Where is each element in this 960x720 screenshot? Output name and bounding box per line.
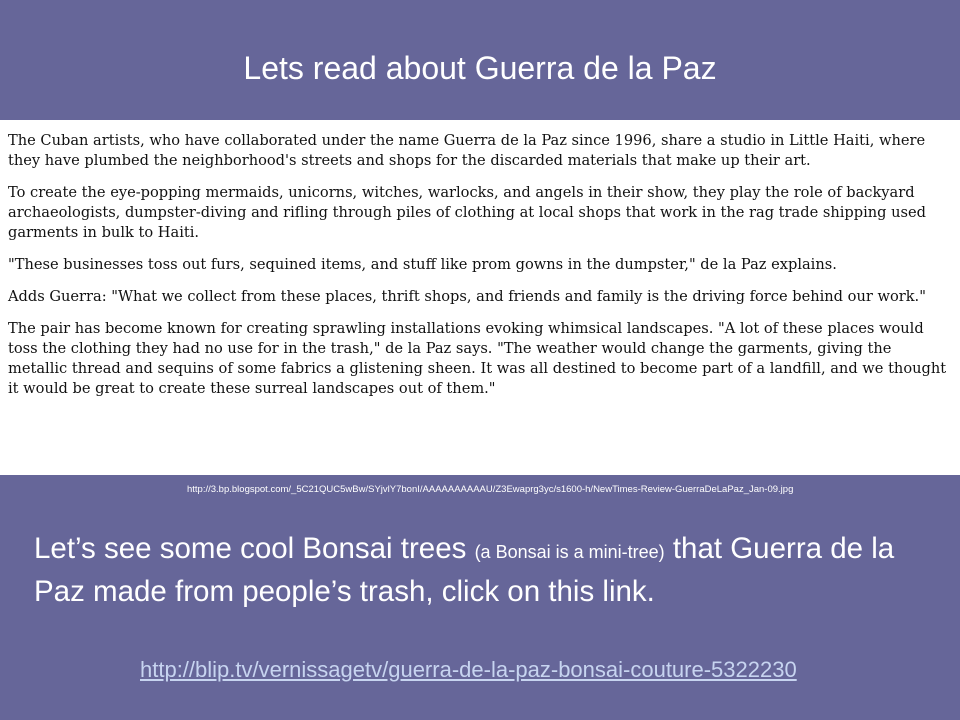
article-paragraph-1: The Cuban artists, who have collaborated under the name Guerra de la Paz since 1996, share a studio in Little Haiti, where they have plumbed the neighborhood's streets and shops for the discarded materials that make up their art. (8, 132, 926, 169)
article-paragraph-4: Adds Guerra: "What we collect from these places, thrift shops, and friends and family is the driving force behind our work." (8, 288, 926, 305)
article-panel (0, 120, 960, 475)
bonsai-aside: (a Bonsai is a mini-tree) (474, 542, 665, 562)
slide-title: Lets read about Guerra de la Paz (243, 50, 717, 86)
body-text (34, 529, 944, 612)
bonsai-video-link[interactable]: http://blip.tv/vernissagetv/guerra-de-la-paz-bonsai-couture-5322230 (140, 657, 797, 682)
article-paragraph-5: The pair has become known for creating sprawling installations evoking whimsical landscapes. "A lot of these places would toss the clothing they had no use for in the trash," de la Paz says. "The weather would change the garments, giving the metallic thread and sequins of some fabrics a glistening sheen. It was all destined to become part of a landfill, and we thought it would be great to create these surreal landscapes out of them." (8, 320, 947, 397)
article-paragraph-3: "These businesses toss out furs, sequined items, and stuff like prom gowns in the dumpster," de la Paz explains. (8, 256, 837, 273)
image-source-url: http://3.bp.blogspot.com/_5C21QUC5wBw/SYjvlY7bonI/AAAAAAAAAAU/Z3Ewaprg3yc/s1600-h/NewTimes-Review-GuerraDeLaPaz_Jan-09.jpg (187, 484, 794, 495)
article-paragraph-2: To create the eye-popping mermaids, unicorns, witches, warlocks, and angels in their show, they play the role of backyard archaeologists, dumpster-diving and rifling through piles of clothing at local shops that work in the rag trade shipping used garments in bulk to Haiti. (8, 184, 926, 241)
body-text-part1: Let’s see some cool Bonsai trees (34, 532, 475, 565)
body-text-part2: that Guerra de la Paz made from people’s trash, click on this link. (34, 532, 895, 608)
